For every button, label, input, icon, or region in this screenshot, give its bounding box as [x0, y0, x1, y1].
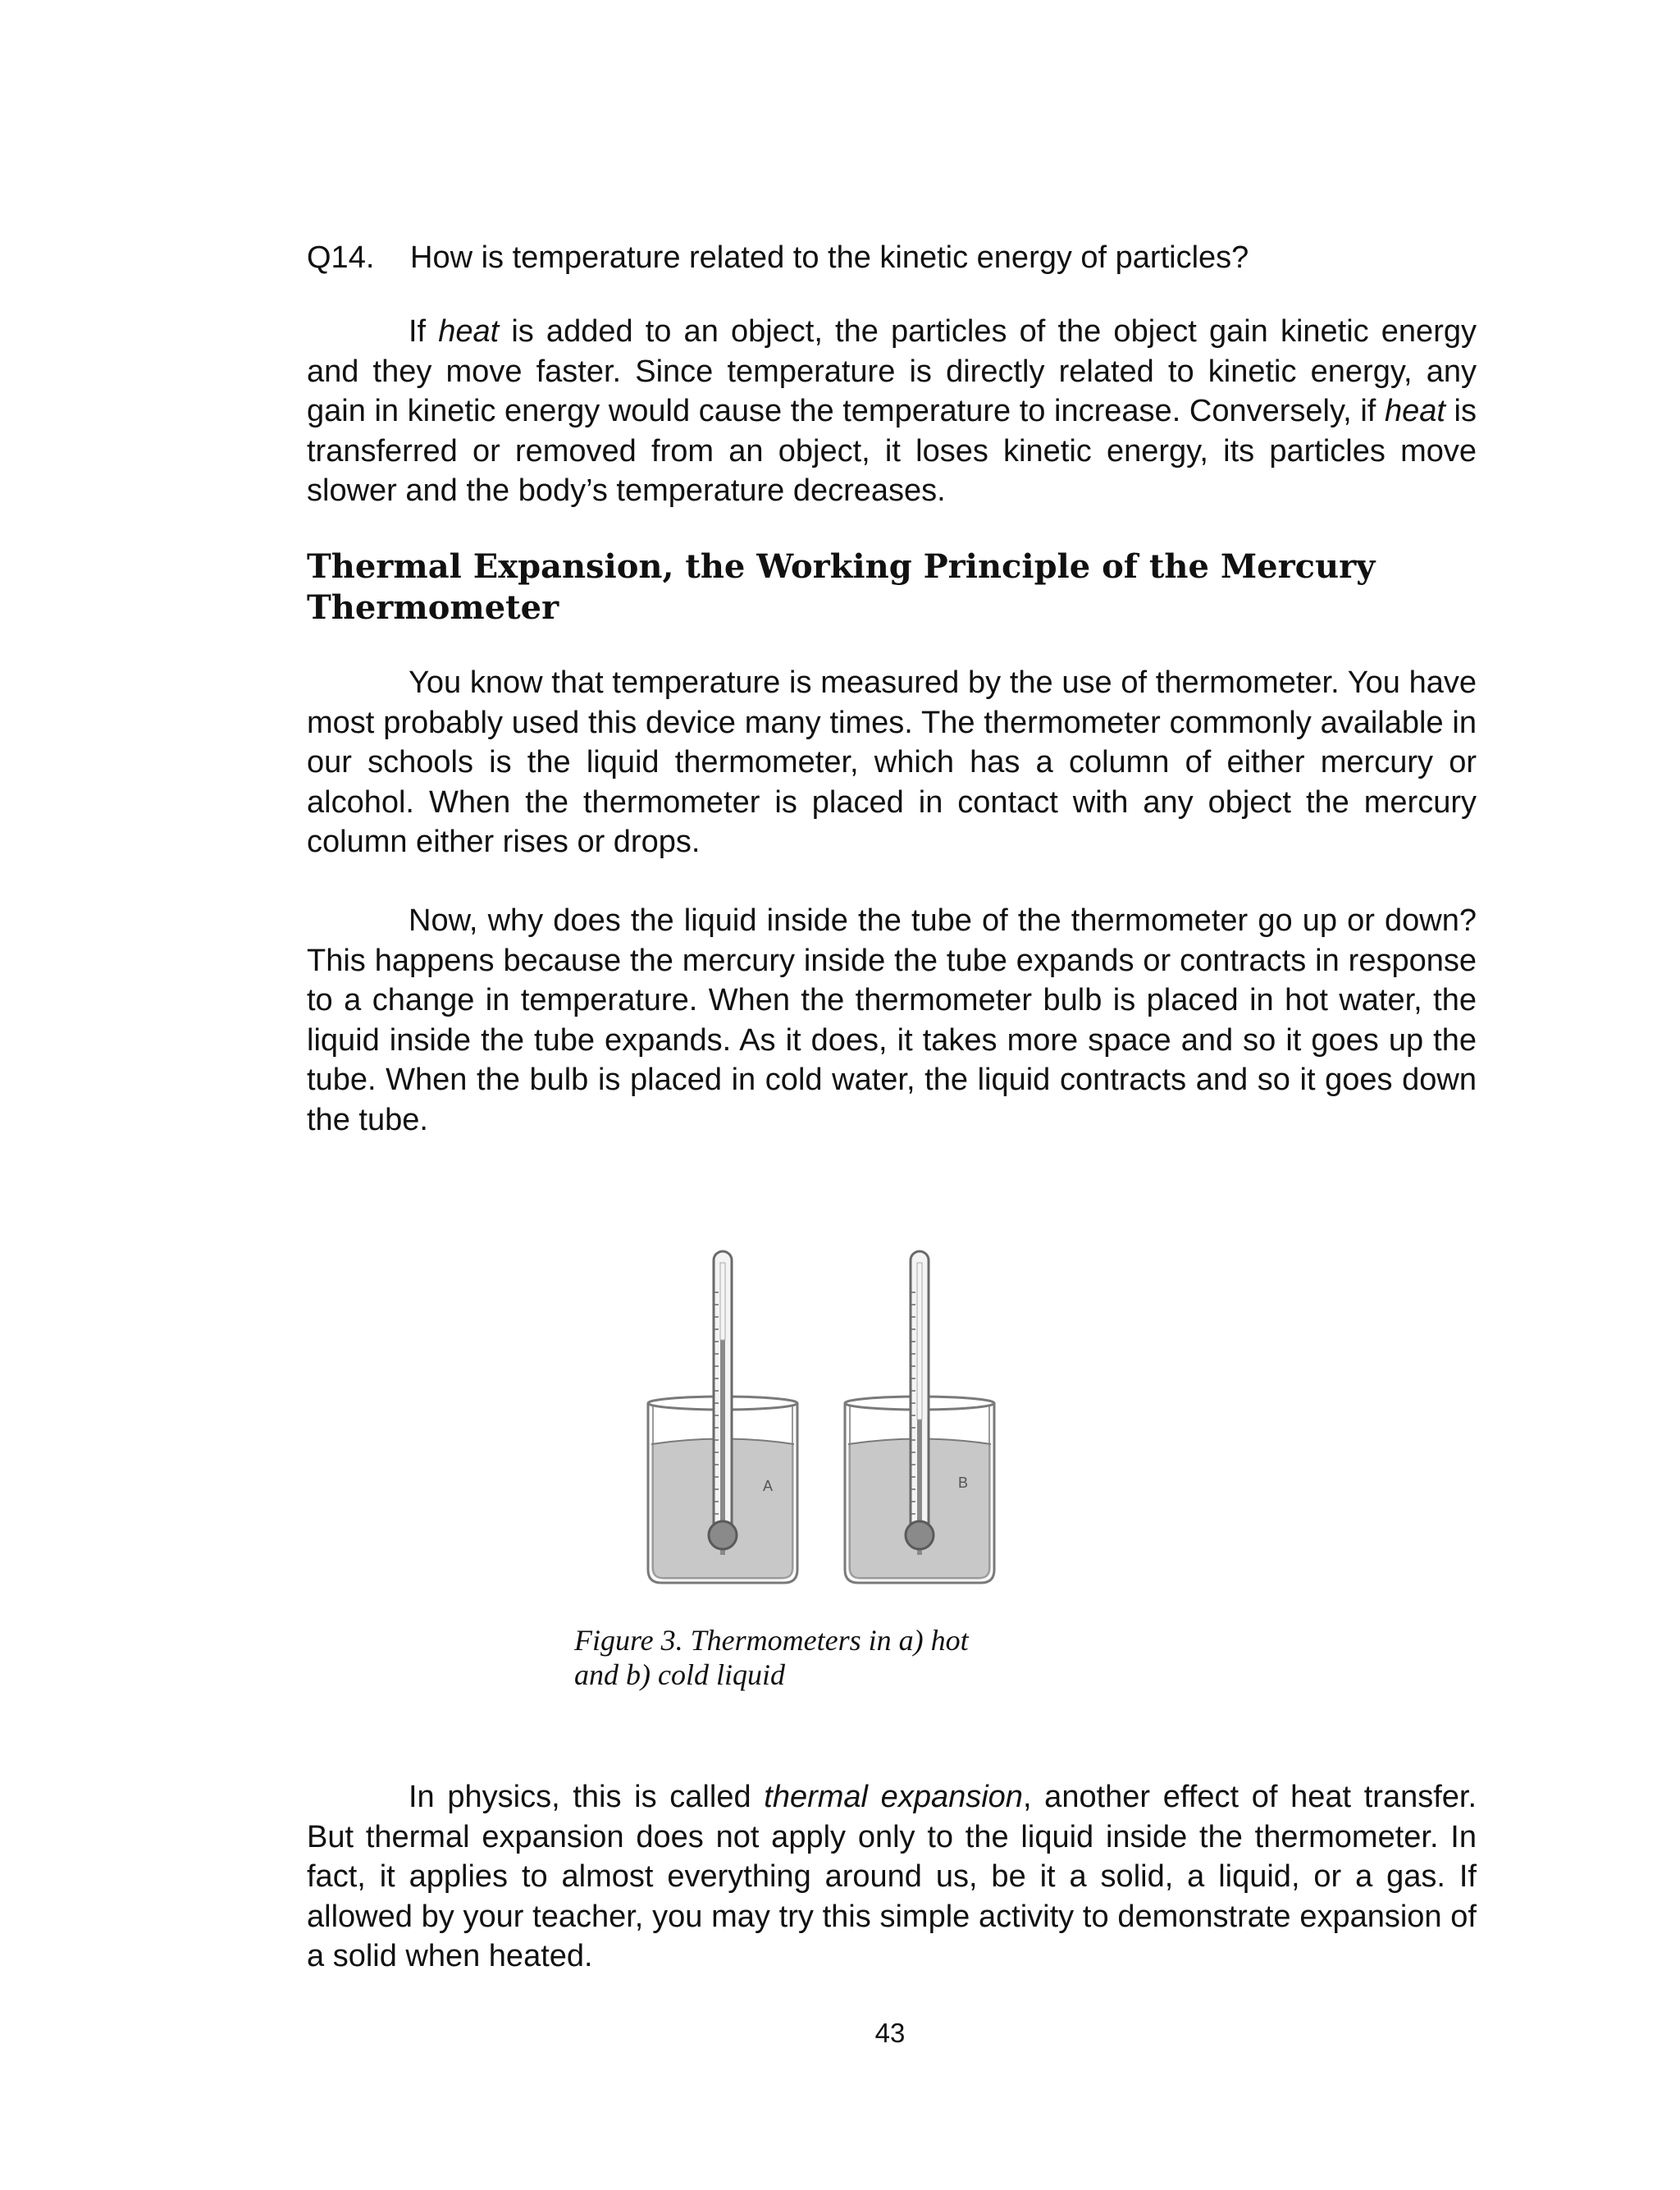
- paragraph-4-part-2: , another effect of heat transfer. But thermal expansion does not apply only to the liquid inside the thermometer. In fact, it applies to almost everything around us, be it a solid, a liquid, or a gas. If allowed by your teacher, you may try this simple activity to demonstrate expansion of a solid when heated.: [307, 1780, 1477, 1974]
- paragraph-1-part-3: is transferred or removed from an object, it loses kinetic energy, its particles move slower and the body’s temperature decreases.: [307, 394, 1477, 509]
- figure-caption-line-1: Figure 3. Thermometers in a) hot: [574, 1624, 969, 1657]
- paragraph-1-emphasis-heat: heat: [438, 314, 500, 349]
- question-text: How is temperature related to the kinetic energy of particles?: [410, 240, 1249, 275]
- page-number: 43: [874, 2018, 906, 2048]
- figure-illustration: [640, 1243, 1034, 1588]
- figure-caption-line-2: and b) cold liquid: [574, 1658, 785, 1691]
- paragraph-1-part-1: If: [409, 314, 439, 349]
- question-number: Q14.: [307, 240, 375, 275]
- label-a: A: [763, 1478, 774, 1494]
- section-heading: Thermal Expansion, the Working Principle of the Mercury Thermometer: [307, 547, 1376, 627]
- figure-thermometers-in-beakers: [640, 1243, 1034, 1588]
- label-b: B: [958, 1474, 969, 1491]
- paragraph-liquid-expansion: Now, why does the liquid inside the tube of the thermometer go up or down? This happens because the mercury inside the tube expands or contracts in response to a change in temperature. When the thermometer bulb is placed in hot water, the liquid inside the tube expands. As it does, it takes more space and so it goes up the tube. When the bulb is placed in cold water, the liquid contracts and so it goes down the tube.: [307, 903, 1477, 1137]
- paragraph-4-emphasis-thermal-expansion: thermal expansion: [764, 1780, 1023, 1814]
- paragraph-heat-kinetic-energy: [307, 312, 1477, 511]
- paragraph-4-part-1: In physics, this is called: [409, 1780, 765, 1814]
- paragraph-thermometer-intro: You know that temperature is measured by the use of thermometer. You have most probably used this device many times. The thermometer commonly available in our schools is the liquid thermometer, which has a column of either mercury or alcohol. When the thermometer is placed in contact with any object the mercury column either rises or drops.: [307, 665, 1477, 860]
- paragraph-1-emphasis-heat-2: heat: [1384, 394, 1445, 429]
- question-q14: [307, 238, 1480, 277]
- figure-caption: [574, 1623, 1034, 1692]
- paragraph-1-part-2: is added to an object, the particles of the object gain kinetic energy and they move faster. Since temperature is directly related to kinetic energy, any gain in kinetic energy would cause the temperature to increase. Conversely, if: [307, 314, 1477, 429]
- thermometer-b: [906, 1251, 934, 1555]
- thermometer-a: [709, 1251, 737, 1555]
- paragraph-thermal-expansion: [307, 1777, 1477, 1977]
